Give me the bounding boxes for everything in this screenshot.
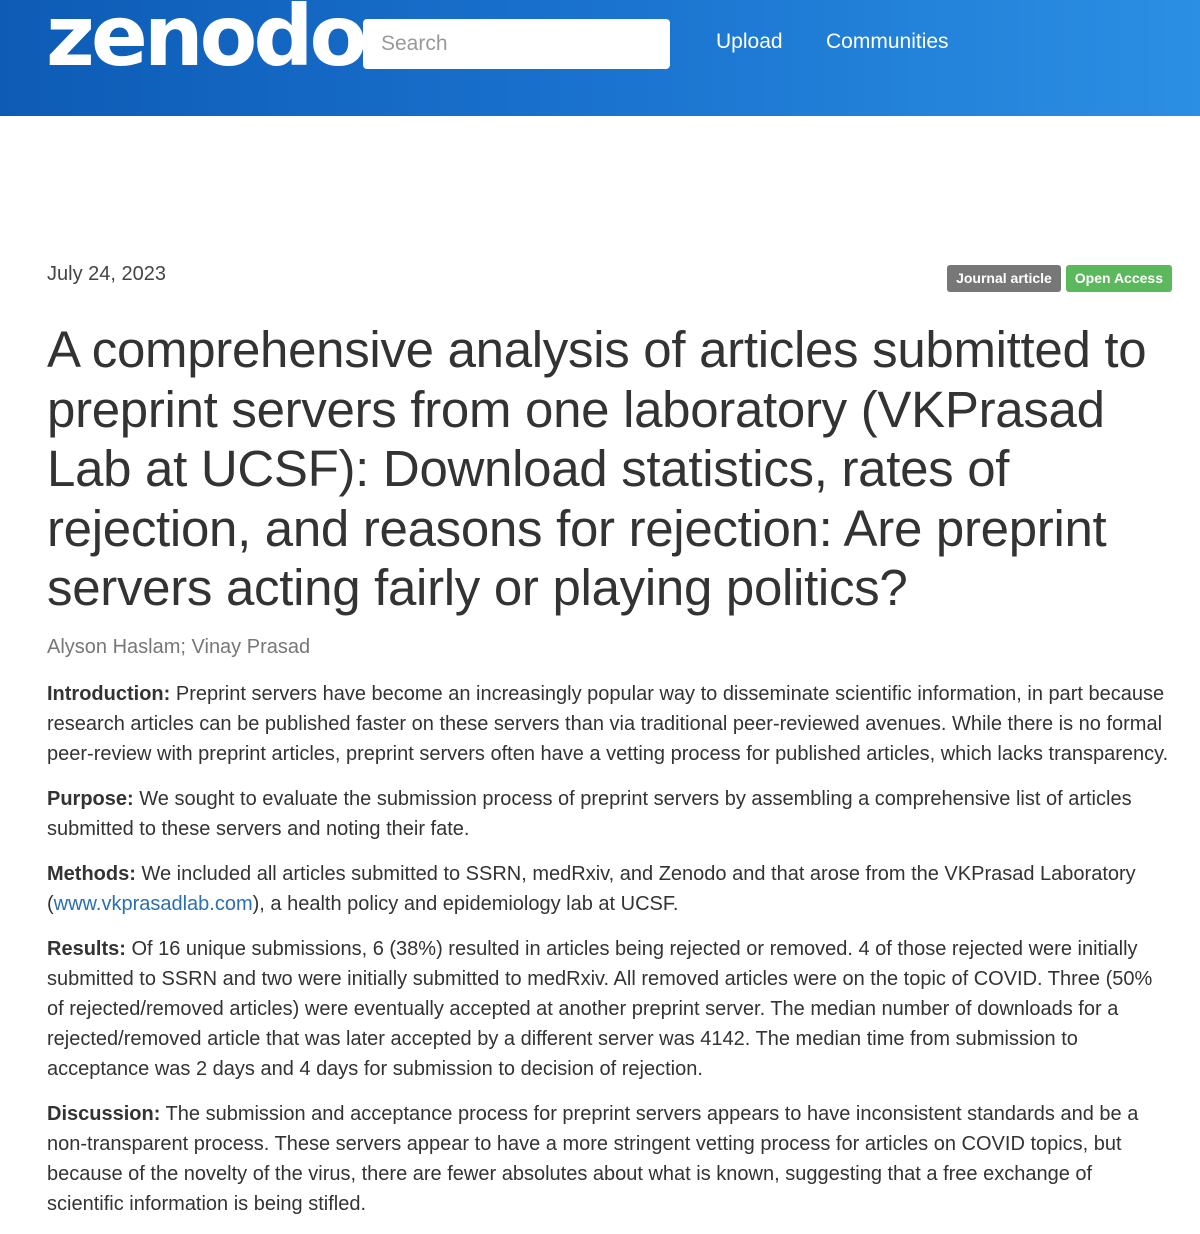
zenodo-logo[interactable]: zenodo [46,0,364,85]
section-label: Discussion: [47,1103,161,1125]
badge-group [947,265,1172,292]
access-right-badge: Open Access [1066,265,1172,292]
abstract-discussion [47,1099,1172,1219]
author-name[interactable]: Vinay Prasad [191,636,311,658]
author-list [47,636,310,659]
abstract [47,679,1172,1234]
lab-website-link[interactable]: www.vkprasadlab.com [53,893,253,915]
section-text: Of 16 unique submissions, 6 (38%) resulted in articles being rejected or removed. 4 of those rejected were initially submitted to SSRN and two were initially submitted to medRxiv. All removed articles were on the topic of COVID. Three (50% of rejected/removed articles) were eventually accepted at another preprint server. The median number of downloads for a rejected/removed article that was later accepted by a different server was 4142. The median time from submission to acceptance was 2 days and 4 days for submission to decision of rejection. [47,938,1153,1080]
section-label: Purpose: [47,788,134,810]
section-label: Results: [47,938,126,960]
section-text: The submission and acceptance process for preprint servers appears to have inconsistent standards and be a non-transparent process. These servers appear to have a more stringent vetting process for articles on COVID topics, but because of the novelty of the virus, there are fewer absolutes about what is known, suggesting that a free exchange of scientific information is being stifled. [47,1103,1139,1215]
section-text: We included all articles submitted to SSRN, medRxiv, and Zenodo and that arose from the VKPrasad Laboratory ( [47,863,1136,915]
record-title: A comprehensive analysis of articles submitted to preprint servers from one laboratory (VKPrasad Lab at UCSF): Download statistics, rates of rejection, and reasons for rejection: Are preprint servers acting fairly or playing politics? [47,321,1147,616]
abstract-methods [47,859,1172,919]
abstract-purpose [47,784,1172,844]
section-label: Introduction: [47,683,171,705]
abstract-introduction [47,679,1172,769]
section-text: We sought to evaluate the submission process of preprint servers by assembling a comprehensive list of articles submitted to these servers and noting their fate. [47,788,1132,840]
section-label: Methods: [47,863,136,885]
section-text: Preprint servers have become an increasingly popular way to disseminate scientific information, in part because research articles can be published faster on these servers than via traditional peer-reviewed avenues. While there is no formal peer-review with preprint articles, preprint servers often have a vetting process for published articles, which lacks transparency. [47,683,1169,765]
resource-type-badge: Journal article [947,265,1061,292]
author-separator: ; [180,636,192,658]
publication-date: July 24, 2023 [47,263,166,285]
search-input[interactable] [363,19,670,69]
search-box [363,19,670,69]
nav-upload-link[interactable]: Upload [716,30,783,53]
top-navbar [0,0,1200,116]
author-name[interactable]: Alyson Haslam [47,636,181,658]
nav-communities-link[interactable]: Communities [826,30,949,53]
section-text: ), a health policy and epidemiology lab at UCSF. [252,893,679,915]
abstract-results [47,934,1172,1084]
